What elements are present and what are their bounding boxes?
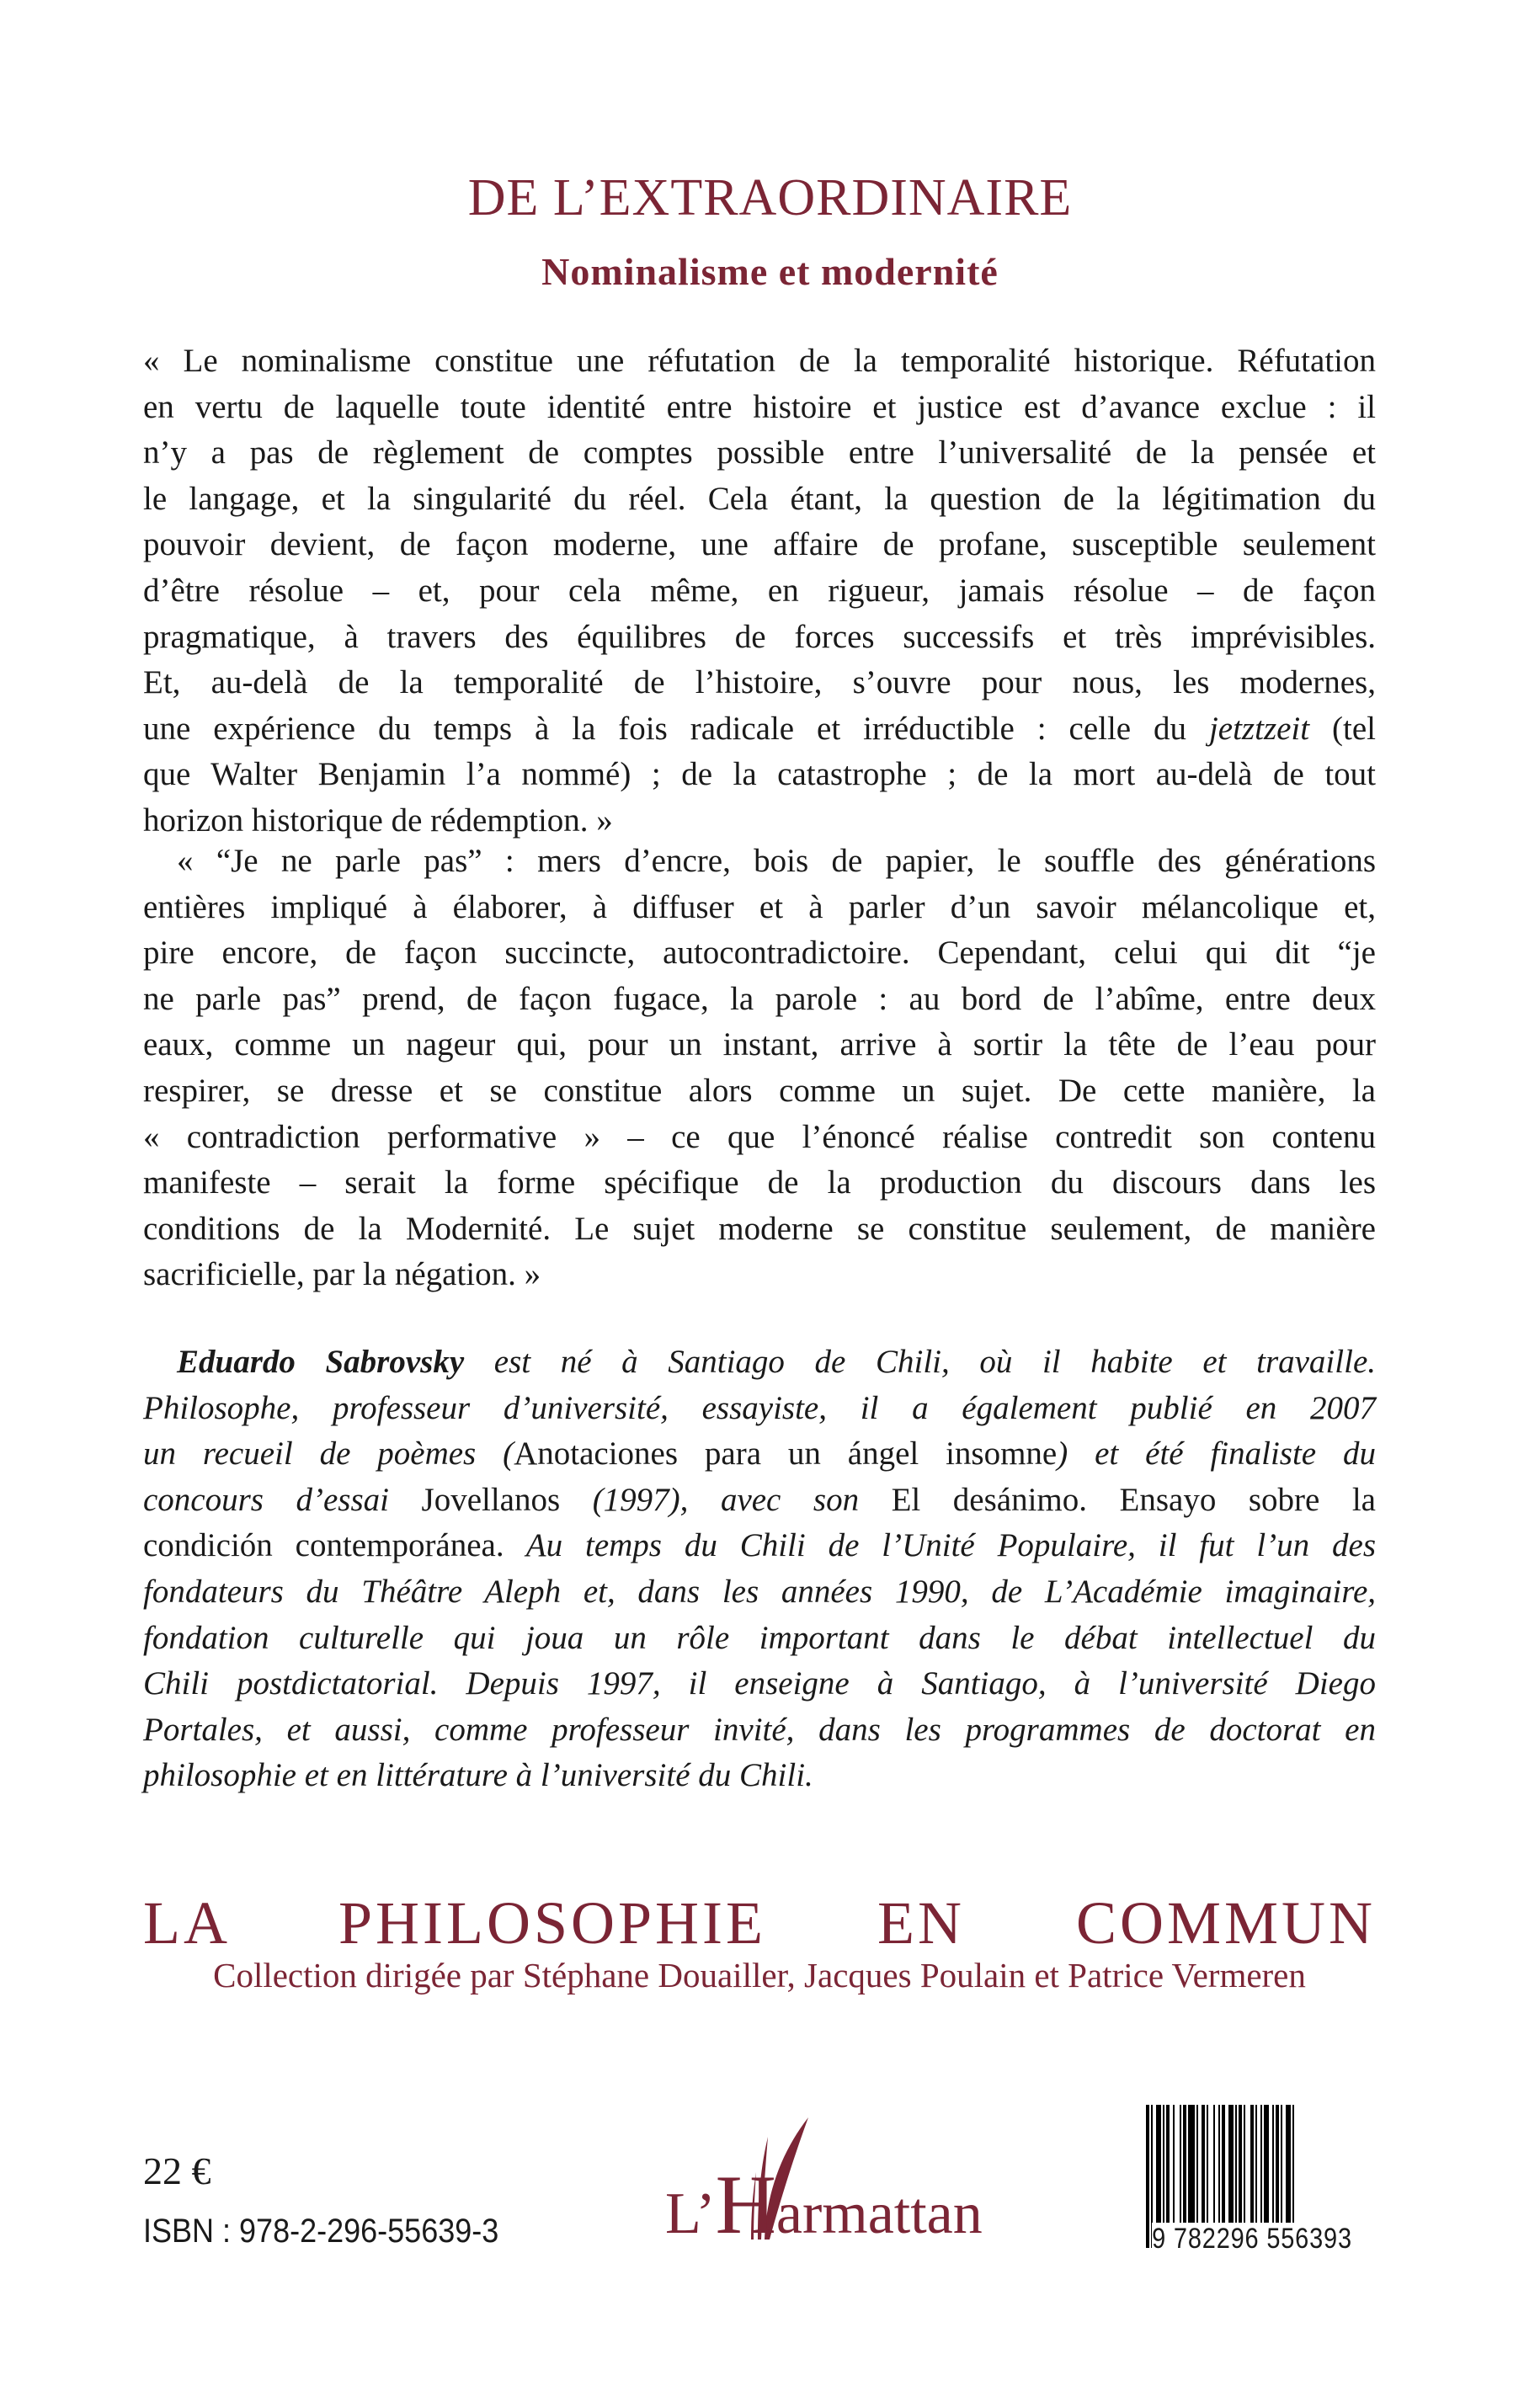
barcode-bar: [1146, 2105, 1149, 2248]
text-segment: n’y a pas de règlement de comptes possible entre l’universalité de la pensée et: [143, 434, 1376, 471]
text-line: [143, 885, 1376, 931]
barcode-digits: 9 782296 556393: [1152, 2223, 1352, 2255]
italic-text-segment: concours d’essai: [143, 1481, 422, 1518]
text-segment: que Walter Benjamin l’a nommé) ; de la catastrophe ; de la mort au-delà de tout: [143, 756, 1376, 793]
text-segment: Et, au-delà de la temporalité de l’histoire, s’ouvre pour nous, les modernes,: [143, 664, 1376, 701]
text-segment: Anotaciones para un ángel insomne: [514, 1435, 1058, 1473]
book-title: DE L’EXTRAORDINAIRE: [467, 169, 1073, 226]
text-segment: une expérience du temps à la fois radicale et irréductible : celle du: [143, 710, 1209, 747]
text-line: [143, 706, 1376, 753]
publisher-logo: [665, 2113, 1027, 2256]
text-line: [143, 568, 1376, 615]
italic-text-segment: Philosophe, professeur d’université, essayiste, il a également publié en 2007: [143, 1389, 1376, 1426]
italic-text-segment: est né à Santiago de Chili, où il habite et travaille.: [464, 1344, 1377, 1380]
text-segment: El desánimo. Ensayo sobre la: [891, 1481, 1376, 1518]
text-line: [143, 1523, 1376, 1569]
text-line: [143, 1339, 1376, 1386]
text-line: [143, 430, 1376, 477]
barcode: [1143, 2105, 1361, 2256]
text-line: [143, 1115, 1376, 1161]
text-segment: pouvoir devient, de façon moderne, une affaire de profane, susceptible seulement: [143, 526, 1376, 563]
text-segment: « contradiction performative » – ce que l’énoncé réalise contredit son contenu: [143, 1118, 1376, 1155]
text-segment: manifeste – serait la forme spécifique de la production du discours dans les: [143, 1164, 1376, 1201]
italic-text-segment: un recueil de poèmes (: [143, 1435, 514, 1473]
text-line: [143, 1022, 1376, 1068]
quote-paragraph-2: [143, 839, 1376, 1298]
text-line: [143, 977, 1376, 1023]
text-segment: respirer, se dresse et se constitue alors comme un sujet. De cette manière, la: [143, 1072, 1376, 1109]
italic-text-segment: Portales, et aussi, comme professeur invité, dans les programmes de doctorat en: [143, 1711, 1376, 1748]
text-segment: ne parle pas” prend, de façon fugace, la parole : au bord de l’abîme, entre deux: [143, 980, 1376, 1017]
italic-text-segment: fondation culturelle qui joua un rôle important dans le débat intellectuel du: [143, 1619, 1376, 1656]
logo-prefix: L’: [665, 2181, 716, 2246]
text-segment: eaux, comme un nageur qui, pour un instant, arrive à sortir la tête de l’eau pour: [143, 1026, 1376, 1063]
text-line: [143, 1068, 1376, 1115]
text-segment: en vertu de laquelle toute identité entre histoire et justice est d’avance exclue : il: [143, 388, 1376, 425]
text-segment: « Le nominalisme constitue une réfutation de la temporalité historique. Réfutation: [143, 343, 1376, 379]
text-line: [143, 1386, 1376, 1432]
text-line: [143, 752, 1376, 798]
text-line: [143, 615, 1376, 661]
isbn: ISBN : 978-2-296-55639-3: [143, 2213, 499, 2250]
text-segment: « “Je ne parle pas” : mers d’encre, bois de papier, le souffle des générations: [177, 843, 1376, 879]
text-segment: sacrificielle, par la négation. »: [143, 1256, 541, 1293]
price: 22 €: [143, 2149, 211, 2192]
text-line: [143, 1569, 1376, 1616]
collection-directors: Collection dirigée par Stéphane Douailler, Jacques Poulain et Patrice Vermeren: [213, 1956, 1306, 1995]
text-segment: entières impliqué à élaborer, à diffuser et à parler d’un savoir mélancolique et,: [143, 888, 1376, 925]
text-line: [143, 1431, 1376, 1478]
quote-paragraph-1: [143, 338, 1376, 844]
text-segment: conditions de la Modernité. Le sujet moderne se constitue seulement, de manière: [143, 1210, 1376, 1247]
text-line: [143, 385, 1376, 431]
text-line: [143, 522, 1376, 568]
italic-text-segment: fondateurs du Théâtre Aleph et, dans les années 1990, de L’Académie imaginaire,: [143, 1573, 1376, 1610]
text-segment: le langage, et la singularité du réel. Cela étant, la question de la légitimation du: [143, 480, 1376, 517]
text-line: [143, 1707, 1376, 1754]
text-line: [143, 338, 1376, 385]
text-line: [143, 1206, 1376, 1253]
text-line: [143, 1160, 1376, 1206]
collection-name: LA PHILOSOPHIE EN COMMUN: [143, 1889, 1376, 1957]
italic-text-segment: (1997), avec son: [560, 1481, 892, 1518]
text-segment: condición contemporánea.: [143, 1527, 504, 1564]
text-line: [143, 1478, 1376, 1524]
text-line: [143, 1252, 1376, 1298]
text-segment: Jovellanos: [421, 1481, 561, 1518]
italic-text-segment: philosophie et en littérature à l’université du Chili.: [143, 1757, 813, 1794]
text-line: [143, 1661, 1376, 1707]
italic-text-segment: ) et été finaliste du: [1057, 1435, 1376, 1473]
text-segment: (tel: [1309, 710, 1376, 747]
text-line: [143, 1753, 1376, 1799]
book-subtitle: Nominalisme et modernité: [541, 250, 999, 293]
italic-text-segment: Chili postdictatorial. Depuis 1997, il enseigne à Santiago, à l’université Diego: [143, 1665, 1376, 1702]
text-line: [143, 839, 1376, 885]
logo-rest: armattan: [775, 2181, 983, 2246]
text-line: [143, 930, 1376, 977]
logo-initial: H: [715, 2158, 776, 2251]
text-line: [143, 660, 1376, 706]
italic-text-segment: jetztzeit: [1208, 710, 1310, 747]
text-line: [143, 477, 1376, 523]
italic-text-segment: Eduardo Sabrovsky: [177, 1344, 465, 1380]
text-segment: d’être résolue – et, pour cela même, en rigueur, jamais résolue – de façon: [143, 572, 1376, 609]
text-line: [143, 798, 1376, 844]
italic-text-segment: Au temps du Chili de l’Unité Populaire, il fut l’un des: [504, 1527, 1377, 1564]
author-bio: [143, 1339, 1376, 1799]
text-segment: pire encore, de façon succincte, autocontradictoire. Cependant, celui qui dit “je: [143, 935, 1376, 972]
text-segment: pragmatique, à travers des équilibres de forces successifs et très imprévisibles.: [143, 618, 1376, 655]
text-line: [143, 1616, 1376, 1662]
text-segment: horizon historique de rédemption. »: [143, 802, 613, 839]
